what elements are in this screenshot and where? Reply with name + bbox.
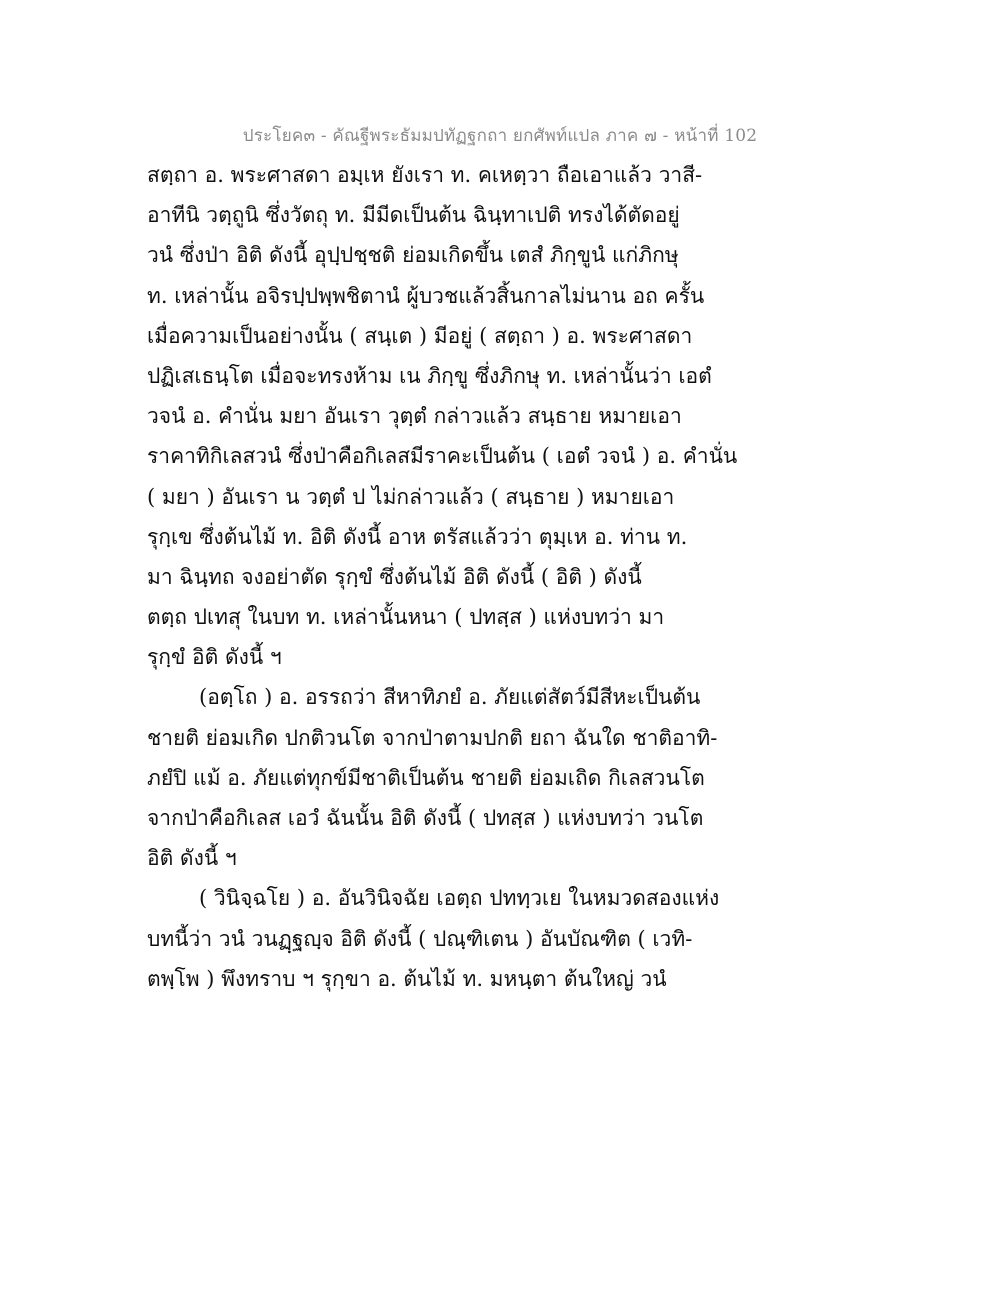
body-text [147, 160, 738, 1004]
text-line: สตฺถา อ. พระศาสดา อมฺเห ยังเรา ท. คเหตฺวา ถือเอาแล้ว วาสี- [147, 163, 703, 187]
text-line: ( มยา ) อันเรา น วตฺตํ ป ไม่กล่าวแล้ว ( สนฺธาย ) หมายเอา [147, 484, 675, 509]
text-line: วนํ ซึ่งป่า อิติ ดังนี้ อุปฺปชฺชติ ย่อมเกิดขึ้น เตสํ ภิกฺขูนํ แก่ภิกษุ [147, 243, 679, 268]
page-header: ประโยค๓ - คัณฐีพระธัมมปทัฏฐกถา ยกศัพท์แปล ภาค ๗ - หน้าที่ 102 [242, 126, 758, 146]
text-line: มา ฉินฺทถ จงอย่าตัด รุกฺขํ ซึ่งต้นไม้ อิติ ดังนี้ ( อิติ ) ดังนี้ [147, 564, 642, 589]
text-line: ราคาทิกิเลสวนํ ซึ่งป่าคือกิเลสมีราคะเป็นต้น ( เอตํ วจนํ ) อ. คำนั่น [147, 444, 738, 469]
text-line: จากป่าคือกิเลส เอวํ ฉันนั้น อิติ ดังนี้ ( ปทสฺส ) แห่งบทว่า วนโต [147, 806, 704, 830]
text-line: อาทีนิ วตฺถูนิ ซึ่งวัตถุ ท. มีมีดเป็นต้น ฉินฺทาเปติ ทรงได้ตัดอยู่ [147, 203, 680, 228]
text-line: รุกฺขํ อิติ ดังนี้ ฯ [147, 645, 282, 670]
text-line: ปฏิเสเธนฺโต เมื่อจะทรงห้าม เน ภิกฺขู ซึ่งภิกษุ ท. เหล่านั้นว่า เอตํ [147, 363, 712, 388]
text-line: ชายติ ย่อมเกิด ปกติวนโต จากป่าตามปกติ ยถา ฉันใด ชาติอาทิ- [147, 725, 718, 750]
text-line: ตตฺถ ปเทสุ ในบท ท. เหล่านั้นหนา ( ปทสฺส ) แห่งบทว่า มา [147, 605, 665, 630]
text-line: ภยํปิ แม้ อ. ภัยแต่ทุกข์มีชาติเป็นต้น ชายติ ย่อมเถิด กิเลสวนโต [147, 765, 705, 790]
text-line: บทนี้ว่า วนํ วนฏฺฐญฺจ อิติ ดังนี้ ( ปณฺฑิเตน ) อันบัณฑิต ( เวทิ- [147, 926, 693, 951]
text-line: อิติ ดังนี้ ฯ [147, 846, 237, 871]
text-line: ท. เหล่านั้น อจิรปฺปพฺพชิตานํ ผู้บวชแล้วสิ้นกาลไม่นาน อถ ครั้น [147, 283, 705, 308]
text-line: ( วินิจฺฉโย ) อ. อันวินิจฉัย เอตฺถ ปททฺวเย ในหมวดสองแห่ง [199, 886, 720, 911]
text-line: รุกฺเข ซึ่งต้นไม้ ท. อิติ ดังนี้ อาห ตรัสแล้วว่า ตุมฺเห อ. ท่าน ท. [147, 524, 688, 549]
text-line: วจนํ อ. คำนั่น มยา อันเรา วุตฺตํ กล่าวแล้ว สนฺธาย หมายเอา [147, 404, 682, 429]
text-line: ตพฺโพ ) พึงทราบ ฯ รุกฺขา อ. ต้นไม้ ท. มหนฺตา ต้นใหญ่ วนํ [147, 966, 667, 991]
text-line: เมื่อความเป็นอย่างนั้น ( สนฺเต ) มีอยู่ ( สตฺถา ) อ. พระศาสดา [147, 323, 693, 348]
text-line: (อตฺโถ ) อ. อรรถว่า สีหาทิภยํ อ. ภัยแต่สัตว์มีสีหะเป็นต้น [199, 685, 701, 710]
